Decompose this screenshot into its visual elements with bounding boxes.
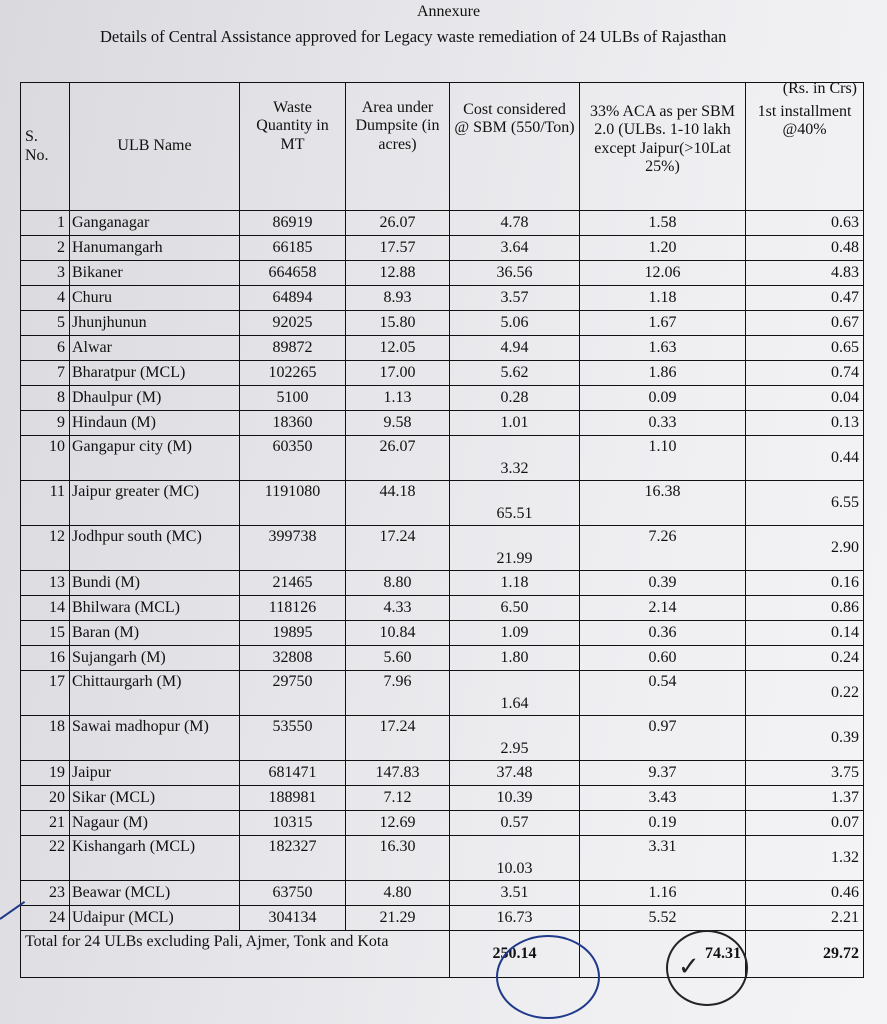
total-cost: 250.14 <box>450 931 580 978</box>
row-waste: 21465 <box>240 571 346 596</box>
row-installment: 4.83 <box>746 261 864 286</box>
row-aca: 0.39 <box>580 571 746 596</box>
row-installment: 0.65 <box>746 336 864 361</box>
row-ulb-name: Hindaun (M) <box>70 411 240 436</box>
row-installment: 0.63 <box>746 211 864 236</box>
row-aca: 1.10 <box>580 436 746 481</box>
row-aca: 0.54 <box>580 671 746 716</box>
col-header-installment: 1st installment @40% <box>746 83 864 211</box>
row-sno: 20 <box>21 786 70 811</box>
row-waste: 664658 <box>240 261 346 286</box>
row-ulb-name: Udaipur (MCL) <box>70 906 240 931</box>
row-waste: 118126 <box>240 596 346 621</box>
row-cost: 1.64 <box>450 671 580 716</box>
table-row <box>21 526 864 571</box>
row-cost: 16.73 <box>450 906 580 931</box>
row-area: 12.05 <box>346 336 450 361</box>
row-waste: 60350 <box>240 436 346 481</box>
row-cost: 2.95 <box>450 716 580 761</box>
table-row <box>21 811 864 836</box>
row-ulb-name: Kishangarh (MCL) <box>70 836 240 881</box>
row-sno: 15 <box>21 621 70 646</box>
table-row <box>21 646 864 671</box>
row-installment: 0.04 <box>746 386 864 411</box>
row-waste: 681471 <box>240 761 346 786</box>
row-area: 8.80 <box>346 571 450 596</box>
total-installment: 29.72 <box>746 931 864 978</box>
row-area: 4.33 <box>346 596 450 621</box>
row-aca: 5.52 <box>580 906 746 931</box>
table-row <box>21 361 864 386</box>
table-row <box>21 411 864 436</box>
table-row <box>21 436 864 481</box>
row-aca: 0.60 <box>580 646 746 671</box>
row-ulb-name: Jaipur greater (MC) <box>70 481 240 526</box>
row-cost: 4.94 <box>450 336 580 361</box>
row-sno: 22 <box>21 836 70 881</box>
row-area: 1.13 <box>346 386 450 411</box>
row-installment: 0.47 <box>746 286 864 311</box>
row-area: 12.88 <box>346 261 450 286</box>
row-ulb-name: Beawar (MCL) <box>70 881 240 906</box>
row-sno: 24 <box>21 906 70 931</box>
row-sno: 7 <box>21 361 70 386</box>
row-area: 12.69 <box>346 811 450 836</box>
row-ulb-name: Hanumangarh <box>70 236 240 261</box>
row-ulb-name: Sikar (MCL) <box>70 786 240 811</box>
table-row <box>21 311 864 336</box>
row-area: 17.57 <box>346 236 450 261</box>
row-sno: 14 <box>21 596 70 621</box>
row-area: 4.80 <box>346 881 450 906</box>
table-row <box>21 571 864 596</box>
row-area: 147.83 <box>346 761 450 786</box>
row-sno: 6 <box>21 336 70 361</box>
row-aca: 0.36 <box>580 621 746 646</box>
row-area: 9.58 <box>346 411 450 436</box>
col-header-ulb: ULB Name <box>70 83 240 211</box>
row-cost: 10.39 <box>450 786 580 811</box>
row-area: 21.29 <box>346 906 450 931</box>
row-cost: 5.62 <box>450 361 580 386</box>
row-installment: 0.14 <box>746 621 864 646</box>
row-ulb-name: Dhaulpur (M) <box>70 386 240 411</box>
row-ulb-name: Nagaur (M) <box>70 811 240 836</box>
row-waste: 32808 <box>240 646 346 671</box>
row-cost: 6.50 <box>450 596 580 621</box>
table-row <box>21 716 864 761</box>
row-installment: 3.75 <box>746 761 864 786</box>
row-waste: 10315 <box>240 811 346 836</box>
table-row <box>21 211 864 236</box>
row-cost: 3.57 <box>450 286 580 311</box>
row-ulb-name: Baran (M) <box>70 621 240 646</box>
total-row <box>21 931 864 978</box>
row-installment: 1.32 <box>746 836 864 881</box>
row-waste: 1191080 <box>240 481 346 526</box>
table-row <box>21 621 864 646</box>
row-sno: 5 <box>21 311 70 336</box>
row-cost: 3.64 <box>450 236 580 261</box>
row-sno: 17 <box>21 671 70 716</box>
row-cost: 65.51 <box>450 481 580 526</box>
table-row <box>21 671 864 716</box>
row-area: 17.24 <box>346 716 450 761</box>
row-installment: 0.24 <box>746 646 864 671</box>
row-aca: 0.97 <box>580 716 746 761</box>
row-waste: 89872 <box>240 336 346 361</box>
row-sno: 3 <box>21 261 70 286</box>
annexure-heading: Annexure <box>416 3 481 20</box>
table-row <box>21 481 864 526</box>
row-installment: 6.55 <box>746 481 864 526</box>
row-installment: 0.07 <box>746 811 864 836</box>
row-area: 5.60 <box>346 646 450 671</box>
row-ulb-name: Sawai madhopur (M) <box>70 716 240 761</box>
col-header-sno: S. No. <box>21 83 70 211</box>
row-ulb-name: Bikaner <box>70 261 240 286</box>
row-ulb-name: Bharatpur (MCL) <box>70 361 240 386</box>
row-cost: 0.57 <box>450 811 580 836</box>
row-installment: 0.67 <box>746 311 864 336</box>
table-row <box>21 761 864 786</box>
row-area: 17.24 <box>346 526 450 571</box>
row-aca: 2.14 <box>580 596 746 621</box>
row-cost: 1.18 <box>450 571 580 596</box>
row-cost: 3.51 <box>450 881 580 906</box>
row-ulb-name: Chittaurgarh (M) <box>70 671 240 716</box>
row-area: 44.18 <box>346 481 450 526</box>
row-installment: 2.21 <box>746 906 864 931</box>
row-waste: 399738 <box>240 526 346 571</box>
table-row <box>21 286 864 311</box>
row-sno: 19 <box>21 761 70 786</box>
row-waste: 182327 <box>240 836 346 881</box>
row-waste: 86919 <box>240 211 346 236</box>
row-area: 7.12 <box>346 786 450 811</box>
row-waste: 92025 <box>240 311 346 336</box>
row-cost: 0.28 <box>450 386 580 411</box>
row-ulb-name: Bhilwara (MCL) <box>70 596 240 621</box>
row-sno: 13 <box>21 571 70 596</box>
row-installment: 0.22 <box>746 671 864 716</box>
row-waste: 53550 <box>240 716 346 761</box>
row-area: 26.07 <box>346 211 450 236</box>
row-aca: 1.20 <box>580 236 746 261</box>
row-ulb-name: Sujangarh (M) <box>70 646 240 671</box>
row-ulb-name: Alwar <box>70 336 240 361</box>
row-aca: 16.38 <box>580 481 746 526</box>
row-aca: 1.67 <box>580 311 746 336</box>
row-sno: 23 <box>21 881 70 906</box>
table-row <box>21 236 864 261</box>
row-waste: 63750 <box>240 881 346 906</box>
row-cost: 37.48 <box>450 761 580 786</box>
row-area: 10.84 <box>346 621 450 646</box>
row-aca: 1.58 <box>580 211 746 236</box>
row-ulb-name: Jodhpur south (MC) <box>70 526 240 571</box>
row-sno: 12 <box>21 526 70 571</box>
row-waste: 5100 <box>240 386 346 411</box>
assistance-table <box>20 82 864 978</box>
row-aca: 0.19 <box>580 811 746 836</box>
row-sno: 2 <box>21 236 70 261</box>
row-cost: 1.01 <box>450 411 580 436</box>
row-aca: 1.86 <box>580 361 746 386</box>
col-header-aca: 33% ACA as per SBM 2.0 (ULBs. 1-10 lakh except Jaipur(>10Lat 25%) <box>580 83 746 211</box>
row-aca: 1.16 <box>580 881 746 906</box>
row-waste: 64894 <box>240 286 346 311</box>
checkmark-icon: ✓ <box>678 952 700 981</box>
row-ulb-name: Bundi (M) <box>70 571 240 596</box>
row-waste: 66185 <box>240 236 346 261</box>
row-installment: 0.39 <box>746 716 864 761</box>
table-row <box>21 836 864 881</box>
row-ulb-name: Ganganagar <box>70 211 240 236</box>
row-aca: 7.26 <box>580 526 746 571</box>
row-installment: 0.44 <box>746 436 864 481</box>
row-sno: 18 <box>21 716 70 761</box>
row-aca: 0.33 <box>580 411 746 436</box>
row-area: 8.93 <box>346 286 450 311</box>
row-ulb-name: Jhunjhunun <box>70 311 240 336</box>
row-ulb-name: Jaipur <box>70 761 240 786</box>
document-title: Details of Central Assistance approved for Legacy waste remediation of 24 ULBs of Rajasthan <box>100 27 727 46</box>
row-cost: 1.09 <box>450 621 580 646</box>
row-waste: 29750 <box>240 671 346 716</box>
row-cost: 4.78 <box>450 211 580 236</box>
row-aca: 9.37 <box>580 761 746 786</box>
row-aca: 3.31 <box>580 836 746 881</box>
row-sno: 4 <box>21 286 70 311</box>
col-header-cost: Cost considered @ SBM (550/Ton) <box>450 83 580 211</box>
row-aca: 12.06 <box>580 261 746 286</box>
table-row <box>21 386 864 411</box>
row-installment: 0.13 <box>746 411 864 436</box>
row-cost: 3.32 <box>450 436 580 481</box>
row-area: 16.30 <box>346 836 450 881</box>
table-row <box>21 336 864 361</box>
row-aca: 1.63 <box>580 336 746 361</box>
row-aca: 1.18 <box>580 286 746 311</box>
row-cost: 1.80 <box>450 646 580 671</box>
row-installment: 0.86 <box>746 596 864 621</box>
row-cost: 10.03 <box>450 836 580 881</box>
total-label: Total for 24 ULBs excluding Pali, Ajmer, Tonk and Kota <box>21 931 450 978</box>
row-waste: 18360 <box>240 411 346 436</box>
row-ulb-name: Churu <box>70 286 240 311</box>
row-installment: 0.74 <box>746 361 864 386</box>
row-installment: 0.48 <box>746 236 864 261</box>
row-area: 26.07 <box>346 436 450 481</box>
row-installment: 1.37 <box>746 786 864 811</box>
col-header-area: Area under Dumpsite (in acres) <box>346 83 450 211</box>
row-installment: 2.90 <box>746 526 864 571</box>
row-waste: 102265 <box>240 361 346 386</box>
table-row <box>21 906 864 931</box>
row-sno: 1 <box>21 211 70 236</box>
row-sno: 16 <box>21 646 70 671</box>
col-header-waste: Waste Quantity in MT <box>240 83 346 211</box>
total-aca: 74.31 <box>580 931 746 978</box>
row-sno: 21 <box>21 811 70 836</box>
table-row <box>21 261 864 286</box>
row-sno: 11 <box>21 481 70 526</box>
row-waste: 188981 <box>240 786 346 811</box>
table-row <box>21 596 864 621</box>
row-cost: 21.99 <box>450 526 580 571</box>
row-cost: 5.06 <box>450 311 580 336</box>
unit-note: (Rs. in Crs) <box>782 80 857 97</box>
row-aca: 0.09 <box>580 386 746 411</box>
row-sno: 10 <box>21 436 70 481</box>
row-waste: 19895 <box>240 621 346 646</box>
table-header-row <box>21 83 864 211</box>
row-installment: 0.46 <box>746 881 864 906</box>
row-cost: 36.56 <box>450 261 580 286</box>
row-sno: 9 <box>21 411 70 436</box>
row-area: 17.00 <box>346 361 450 386</box>
row-waste: 304134 <box>240 906 346 931</box>
table-row <box>21 786 864 811</box>
table-body <box>21 211 864 931</box>
row-area: 7.96 <box>346 671 450 716</box>
row-installment: 0.16 <box>746 571 864 596</box>
row-aca: 3.43 <box>580 786 746 811</box>
row-area: 15.80 <box>346 311 450 336</box>
table-row <box>21 881 864 906</box>
row-sno: 8 <box>21 386 70 411</box>
row-ulb-name: Gangapur city (M) <box>70 436 240 481</box>
